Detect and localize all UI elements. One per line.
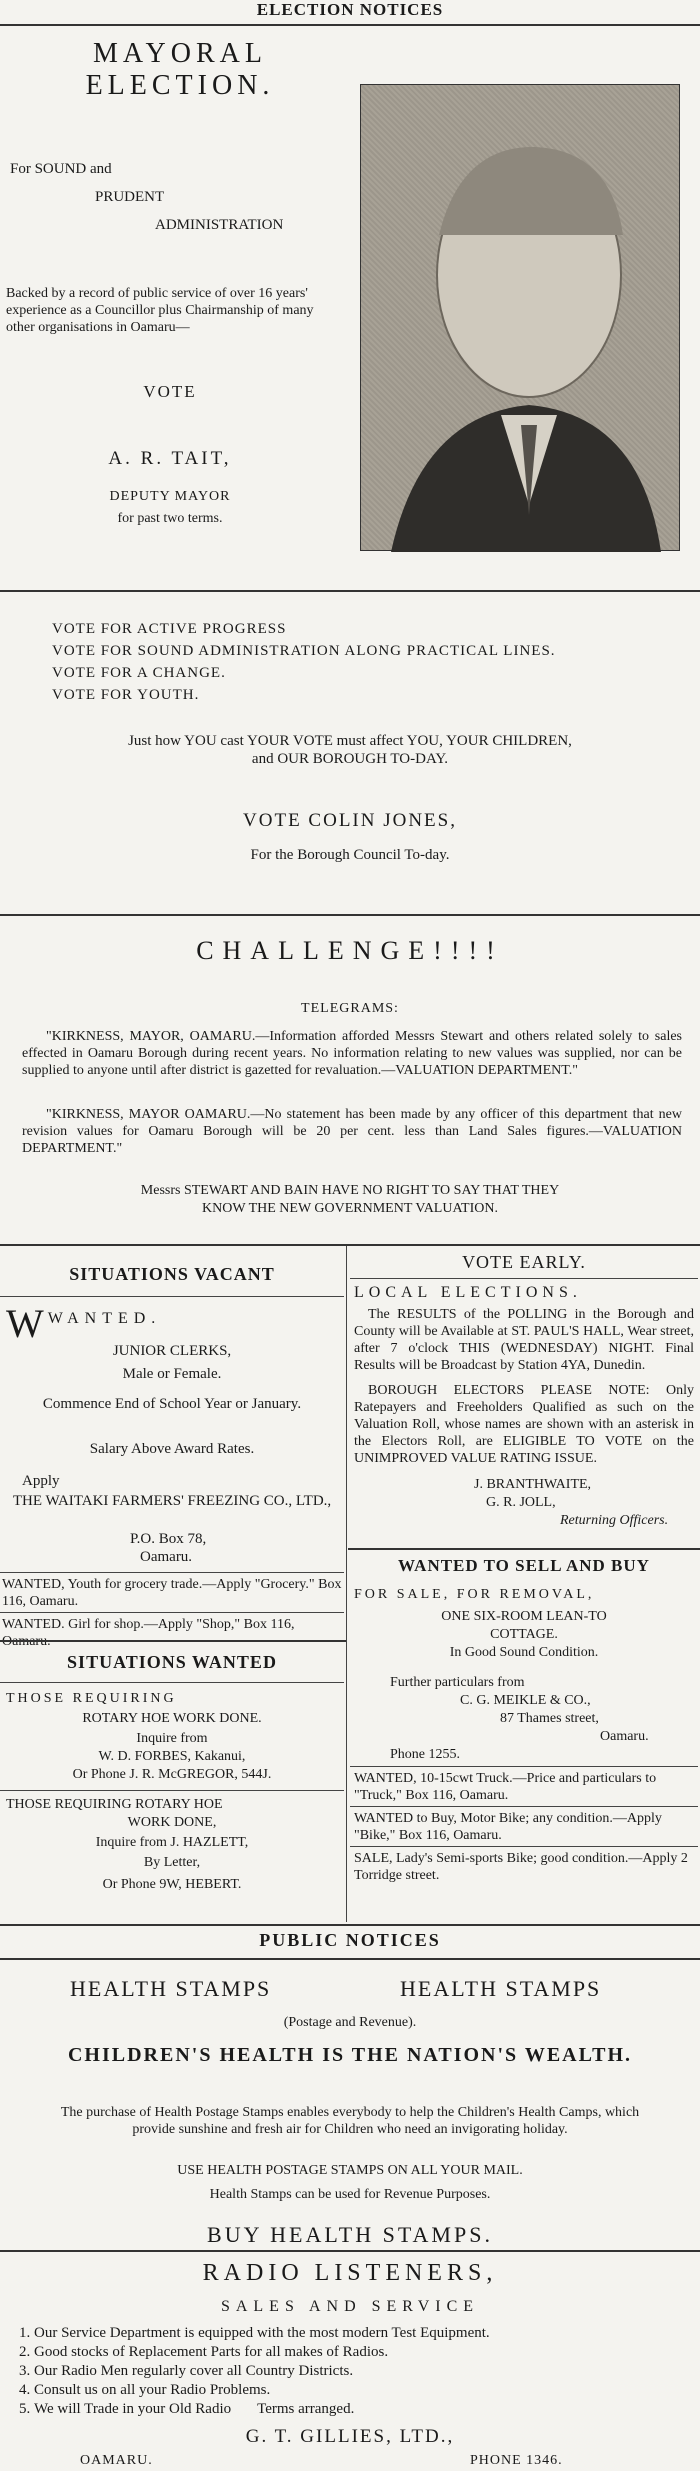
stamps-left: HEALTH STAMPS [70,1976,272,2001]
cottage-line-2: COTTAGE. [490,1627,558,1642]
vacant-line-2: Male or Female. [122,1366,222,1382]
divider [350,1766,698,1767]
agent-town: Oamaru. [600,1729,649,1744]
jones-line-3: VOTE FOR A CHANGE. [52,665,226,681]
situations-vacant-heading: SITUATIONS VACANT [69,1264,275,1284]
divider [350,1846,698,1847]
jones-council: For the Borough Council To-day. [250,847,450,863]
vacant-box: P.O. Box 78, [130,1531,207,1547]
jones-just-how-2: and OUR BOROUGH TO-DAY. [251,751,449,767]
divider [0,1244,700,1246]
mayoral-line-3: ADMINISTRATION [155,217,284,233]
radio-phone: PHONE 1346. [470,2453,563,2468]
signatory-role: Returning Officers. [560,1513,669,1528]
divider [0,590,700,592]
sell-buy-ad-2: WANTED to Buy, Motor Bike; any condition.—Apply "Bike," Box 116, Oamaru. [354,1811,662,1843]
list-item: 3. Our Radio Men regularly cover all Country Districts. [34,2362,680,2381]
radio-title: RADIO LISTENERS, [202,2260,498,2286]
stamps-slogan: CHILDREN'S HEALTH IS THE NATION'S WEALTH. [67,2044,633,2066]
challenge-footer-1: Messrs STEWART AND BAIN HAVE NO RIGHT TO SAY THAT THEY [140,1183,560,1198]
public-notices-header: PUBLIC NOTICES [259,1930,441,1950]
challenge-ad [0,920,700,1250]
section-header: ELECTION NOTICES [256,0,444,19]
telegrams-label: TELEGRAMS: [301,1001,399,1016]
wanted-label: WANTED. [47,1310,162,1327]
candidate-role: DEPUTY MAYOR [109,489,231,504]
vacant-ad-2: WANTED. Girl for shop.—Apply "Shop," Box 116, Oamaru. [2,1617,295,1649]
stamps-postage: (Postage and Revenue). [283,2015,417,2030]
divider [350,1278,698,1279]
wanted-ad-2-line-4: Or Phone 9W, HEBERT. [102,1877,242,1892]
telegram-1: "KIRKNESS, MAYOR, OAMARU.—Information afforded Messrs Stewart and others related solely to sales effected in Oamaru Borough during recent years. No information relating to new values was supplied, nor can be supplied to anyone until after district is gazetted for revaluation.—VALUATION DEPARTMENT." [22,1029,682,1078]
stamps-purchase: The purchase of Health Postage Stamps enables everybody to help the Children's Health Camps, which provide sunshine and fresh air for Children who need an invigorating holiday. [60,2105,640,2137]
local-elections-title: LOCAL ELECTIONS. [354,1284,582,1301]
divider [0,2250,700,2252]
stamps-use: USE HEALTH POSTAGE STAMPS ON ALL YOUR MAIL. [177,2163,523,2178]
dropcap: W [6,1301,44,1346]
vote-early-heading: VOTE EARLY. [462,1252,586,1272]
wanted-ad-1-line-2: Inquire from [136,1731,208,1746]
mayoral-line-2: PRUDENT [95,189,165,205]
list-item: 4. Consult us on all your Radio Problems. [34,2381,680,2400]
candidate-portrait [360,84,680,551]
list-item: 2. Good stocks of Replacement Parts for all makes of Radios. [34,2343,680,2362]
list-item: 1. Our Service Department is equipped with the most modern Test Equipment. [34,2324,680,2343]
divider [0,1682,344,1683]
divider [0,24,700,26]
divider [0,1958,700,1960]
local-elections-body: The RESULTS of the POLLING in the Borough and County will be Available at ST. PAUL'S HALL, Wear street, after 7 o'clock THIS (WEDNESDAY) NIGHT. Final Results will be Broadcast by Station 4YA, Dunedin. [354,1307,694,1373]
jones-line-2: VOTE FOR SOUND ADMINISTRATION ALONG PRACTICAL LINES. [52,643,556,659]
agent-name: C. G. MEIKLE & CO., [460,1693,591,1708]
mayoral-line-1: For SOUND and [10,161,112,177]
radio-town: OAMARU. [80,2453,153,2468]
mayoral-vote: VOTE [143,382,197,401]
wanted-ad-2-head: THOSE REQUIRING ROTARY HOE [6,1797,223,1812]
divider [0,1790,344,1791]
radio-subtitle: SALES AND SERVICE [220,2298,480,2315]
agent-street: 87 Thames street, [500,1711,599,1726]
situations-vacant [0,1250,344,1649]
divider [0,1572,344,1573]
challenge-title: CHALLENGE!!!! [196,936,504,965]
radio-company: G. T. GILLIES, LTD., [245,2426,455,2447]
vacant-line-5: Apply [22,1473,60,1489]
cottage-condition: In Good Sound Condition. [449,1645,599,1660]
wanted-ad-1-head: THOSE REQUIRING [6,1691,177,1706]
local-elections [350,1248,698,1528]
wanted-ad-2-line-2: Inquire from J. HAZLETT, [95,1835,249,1850]
wanted-ad-2-line-1: WORK DONE, [127,1815,217,1830]
jones-vote-name: VOTE COLIN JONES, [243,810,457,831]
situations-wanted [0,1642,344,1892]
mayoral-backed-by: Backed by a record of public service of over 16 years' experience as a Councillor plus Chairmanship of many other organisations in Oamaru— [6,286,314,335]
divider [350,1806,698,1807]
stamps-revenue: Health Stamps can be used for Revenue Purposes. [209,2187,491,2202]
stamps-right: HEALTH STAMPS [400,1976,602,2001]
local-elections-note: BOROUGH ELECTORS PLEASE NOTE: Only Ratepayers and Freeholders Qualified as such on the Valuation Roll, whose names are shown with an asterisk in the Electors Roll, are ELIGIBLE TO VOTE on the UNIMPROVED VALUE RATING ISSUE. [354,1383,694,1466]
vacant-line-4: Salary Above Award Rates. [89,1441,255,1457]
column-divider [346,1246,347,1922]
radio-service-list [0,2324,680,2419]
jones-line-4: VOTE FOR YOUTH. [52,687,200,703]
wanted-ad-1-line-4: Or Phone J. R. McGREGOR, 544J. [72,1767,272,1782]
signatory-1: J. BRANTHWAITE, [474,1477,592,1492]
wanted-ad-2-line-3: By Letter, [143,1855,201,1870]
telegram-2: "KIRKNESS, MAYOR OAMARU.—No statement has been made by any officer of this department that new revision values for Oamaru Borough will be 20 per cent. less than Land Sales figures.—VALUATION DEPARTMENT." [22,1107,682,1156]
mayoral-ad [0,28,700,588]
stamps-buy: BUY HEALTH STAMPS. [207,2222,493,2247]
vacant-line-3: Commence End of School Year or January. [42,1396,302,1412]
agent-phone: Phone 1255. [390,1747,460,1762]
signatory-2: G. R. JOLL, [486,1495,556,1510]
divider [0,1924,700,1926]
vacant-town: Oamaru. [140,1549,193,1565]
candidate-term: for past two terms. [117,511,223,526]
wanted-ad-1-line-3: W. D. FORBES, Kakanui, [98,1749,246,1764]
divider [348,1548,700,1550]
cottage-line-1: ONE SIX-ROOM LEAN-TO [441,1609,607,1624]
wanted-ad-1-line-1: ROTARY HOE WORK DONE. [82,1711,262,1726]
sell-buy-ad-3: SALE, Lady's Semi-sports Bike; good condition.—Apply 2 Torridge street. [354,1851,688,1883]
radio-ad [0,2254,700,2471]
list-item: 5. We will Trade in your Old Radio Terms arranged. [34,2400,680,2419]
divider [0,1612,344,1613]
sell-buy-heading: WANTED TO SELL AND BUY [398,1556,650,1575]
jones-ad [0,600,700,910]
divider [0,914,700,916]
portrait-icon [361,85,681,552]
vacant-company: THE WAITAKI FARMERS' FREEZING CO., LTD., [12,1493,332,1509]
sell-buy [350,1552,698,1883]
jones-just-how-1: Just how YOU cast YOUR VOTE must affect YOU, YOUR CHILDREN, [128,733,572,749]
situations-wanted-heading: SITUATIONS WANTED [67,1652,277,1672]
vacant-line-1: JUNIOR CLERKS, [112,1343,232,1359]
divider [0,1296,344,1297]
for-sale-line: FOR SALE, FOR REMOVAL, [354,1587,595,1602]
health-stamps-ad [0,1962,700,2252]
sell-buy-ad-1: WANTED, 10-15cwt Truck.—Price and particulars to "Truck," Box 116, Oamaru. [354,1771,657,1803]
vacant-ad-1: WANTED, Youth for grocery trade.—Apply "Grocery." Box 116, Oamaru. [2,1577,342,1609]
further-particulars: Further particulars from [390,1675,525,1690]
candidate-name: A. R. TAIT, [108,448,232,469]
jones-line-1: VOTE FOR ACTIVE PROGRESS [52,621,287,637]
challenge-footer-2: KNOW THE NEW GOVERNMENT VALUATION. [202,1201,498,1216]
mayoral-title: MAYORAL ELECTION. [85,38,275,101]
